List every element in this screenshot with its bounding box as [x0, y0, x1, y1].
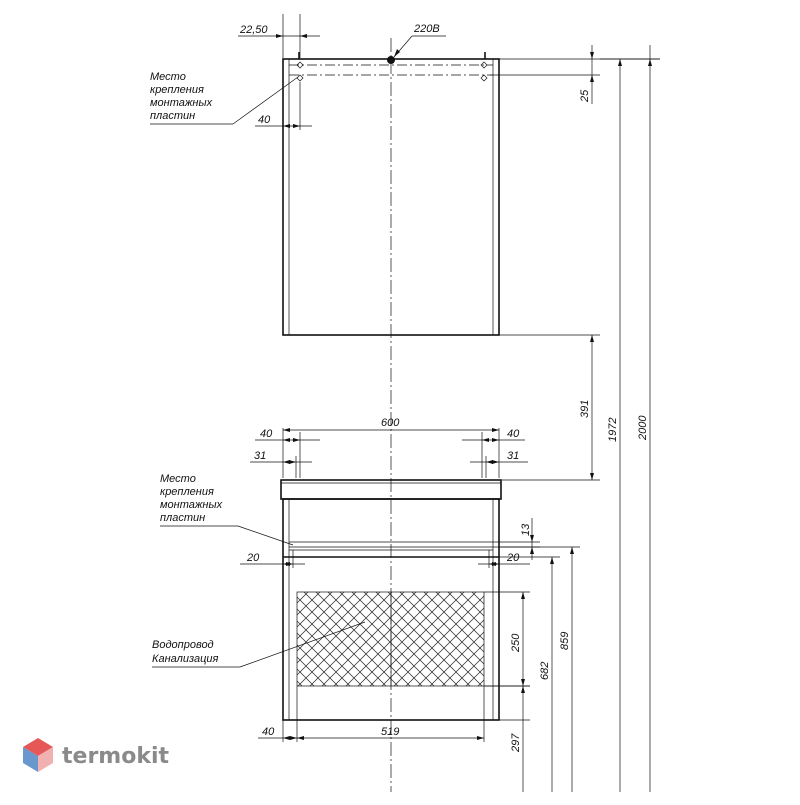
power-outlet-icon: [387, 56, 395, 64]
svg-text:682: 682: [539, 661, 551, 680]
svg-text:25: 25: [579, 89, 591, 102]
svg-text:519: 519: [381, 726, 400, 738]
svg-text:2000: 2000: [637, 415, 649, 440]
svg-text:31: 31: [507, 450, 520, 462]
svg-text:297: 297: [510, 733, 522, 752]
svg-text:Место: Место: [160, 473, 196, 485]
svg-text:монтажных: монтажных: [150, 97, 213, 109]
dim-250: [484, 592, 530, 686]
svg-text:пластин: пластин: [150, 110, 196, 122]
vanity-cabinet: [281, 480, 501, 720]
svg-text:1972: 1972: [607, 417, 619, 442]
svg-text:40: 40: [260, 428, 273, 440]
voltage-label: 220В: [414, 23, 440, 35]
svg-text:859: 859: [559, 631, 571, 650]
watermark-text: termokit: [62, 744, 170, 769]
svg-text:40: 40: [258, 114, 271, 126]
svg-text:Место: Место: [150, 71, 186, 83]
dim-cabinet-40-40: [255, 428, 525, 478]
svg-text:40: 40: [262, 726, 275, 738]
svg-text:40: 40: [507, 428, 520, 440]
svg-text:крепления: крепления: [150, 84, 204, 96]
svg-text:Водопровод: Водопровод: [152, 639, 214, 651]
svg-text:13: 13: [520, 523, 532, 536]
svg-text:31: 31: [254, 450, 267, 462]
dim-22-50: [238, 14, 320, 58]
svg-text:Канализация: Канализация: [152, 653, 219, 665]
svg-text:крепления: крепления: [160, 486, 214, 498]
svg-text:600: 600: [381, 417, 400, 429]
svg-text:монтажных: монтажных: [160, 499, 223, 511]
voltage-leader: [394, 23, 446, 57]
dim-label-22-50: 22,50: [240, 24, 268, 36]
dim-bottom-40-519: [258, 686, 484, 742]
svg-text:20: 20: [507, 552, 520, 564]
mirror-mount-note: [150, 71, 298, 124]
svg-text:пластин: пластин: [160, 512, 206, 524]
svg-text:391: 391: [579, 399, 591, 418]
svg-text:20: 20: [247, 552, 260, 564]
dim-25: [490, 45, 660, 104]
dim-297: [484, 686, 530, 792]
svg-text:250: 250: [510, 633, 522, 652]
cabinet-mount-note: [160, 473, 293, 545]
dim-1972: [607, 59, 622, 792]
termokit-logo-icon: [23, 738, 53, 772]
plumbing-zone: [297, 592, 484, 686]
dim-cabinet-31-31: [250, 450, 528, 478]
